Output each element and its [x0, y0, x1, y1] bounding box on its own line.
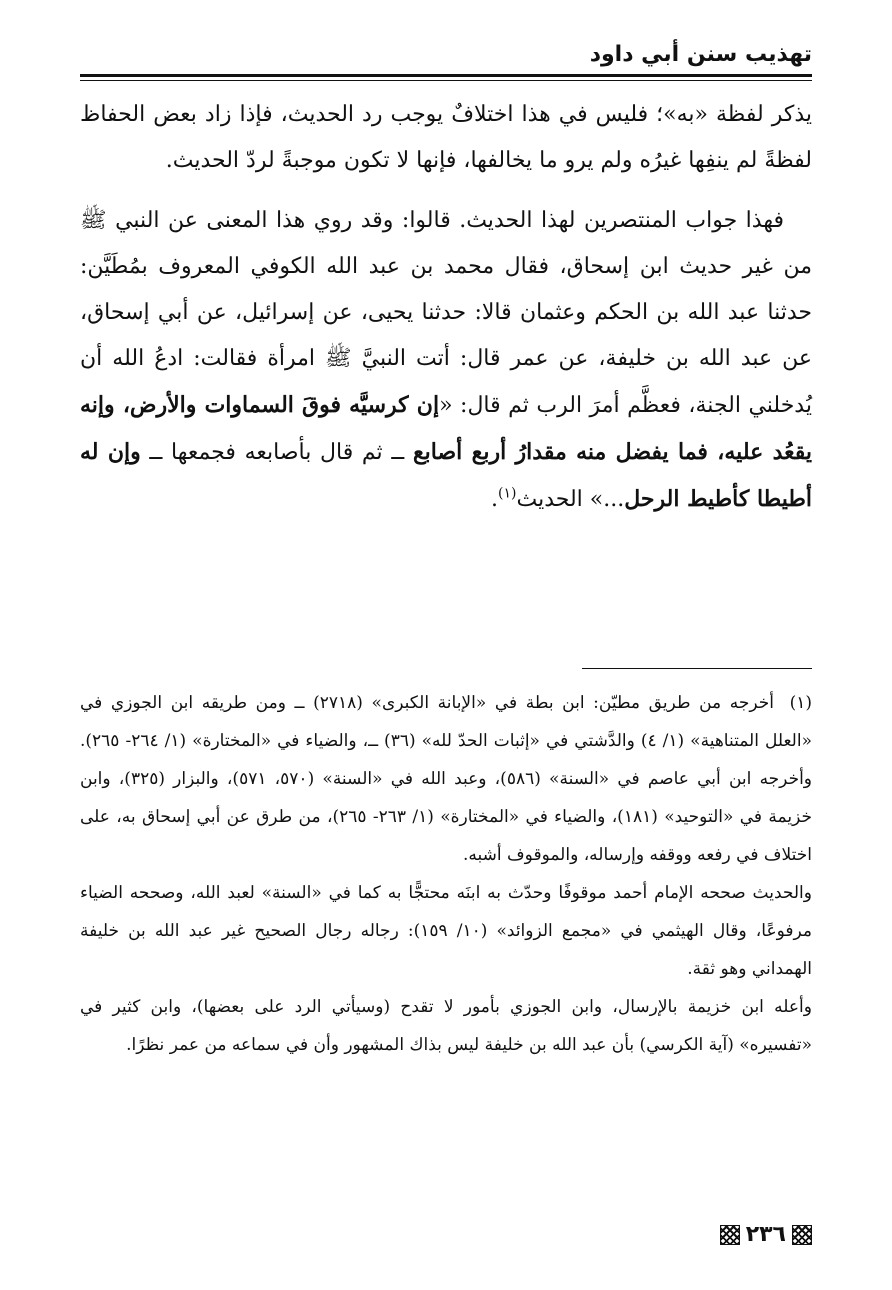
paragraph-1: يذكر لفظة «به»؛ فليس في هذا اختلافٌ يوجب رد الحديث، فإذا زاد بعض الحفاظ لفظةً لم ينفِها غيرُه ولم يرو ما يخالفها، فإنها لا تكون موجبةً لردّ الحديث.: [80, 102, 812, 173]
page-footer: [720, 1218, 812, 1252]
footnote-1: [80, 684, 812, 874]
footnotes: [80, 684, 812, 1064]
main-text: [80, 92, 812, 537]
footnote-1-text: أخرجه من طريق مطيّن: ابن بطة في «الإبانة الكبرى» (٢٧١٨) ــ ومن طريقه ابن الجوزي في «العلل المتناهية» (١/ ٤) والدَّشتي في «إثبات الحدّ لله» (٣٦) ــ، والضياء في «المختارة» (١/ ٢٦٤- ٢٦٥). وأخرجه ابن أبي عاصم في «السنة» (٥٨٦)، وعبد الله في «السنة» (٥٧٠، ٥٧١)، والبزار (٣٢٥)، وابن خزيمة في «التوحيد» (١٨١)، والضياء في «المختارة» (١/ ٢٦٣- ٢٦٥)، من طرق عن أبي إسحاق به، على اختلاف في رفعه ووقفه وإرساله، والموقوف أشبه.: [80, 693, 813, 865]
footnote-paragraph-3: وأعله ابن خزيمة بالإرسال، وابن الجوزي بأمور لا تقدح (وسيأتي الرد على بعضها)، وابن كثير في «تفسيره» (آية الكرسي) بأن عبد الله بن خليفة ليس بذاك المشهور وأن في سماعه من عمر نظرًا.: [80, 997, 812, 1055]
footnote-paragraph-2: والحديث صححه الإمام أحمد موقوفًا وحدّث به ابنَه محتجًّا به كما في «السنة» لعبد الله، وصححه الضياء مرفوعًا، وقال الهيثمي في «مجمع الزوائد» (١٠/ ١٥٩): رجاله رجال الصحيح غير عبد الله بن خليفة الهمداني وهو ثقة.: [80, 883, 813, 979]
footnote-number: (١): [789, 693, 812, 713]
footnote-separator: [582, 668, 812, 669]
header-rule-thick: [80, 74, 812, 77]
paragraph-2-intro: فهذا جواب المنتصرين لهذا الحديث. قالوا: وقد روي هذا المعنى عن النبي ﷺ من غير حديث ابن إسحاق، فقال محمد بن عبد الله الكوفي المعروف بمُطَيَّن: حدثنا عبد الله بن الحكم وعثمان قالا: حدثنا يحيى، عن إسرائيل، عن أبي إسحاق، عن عبد الله بن خليفة، عن عمر قال: أتت النبيَّ ﷺ امرأة فقالت: ادعُ الله أن يُدخلني الجنة، فعظَّم أمرَ الرب ثم قال: «: [80, 208, 813, 418]
paragraph-2: [80, 198, 812, 523]
book-title: تهذيب سنن أبي داود: [589, 42, 812, 67]
ornament-icon: [792, 1225, 812, 1245]
running-header: [80, 38, 812, 78]
paragraph-2-end: .: [491, 487, 499, 512]
header-rule-thin: [80, 80, 812, 81]
page-number: ٢٣٦: [745, 1222, 786, 1247]
hadith-quote-2: وإن له أطيطا كأطيط الرحل: [80, 439, 812, 512]
ornament-icon: [720, 1225, 740, 1245]
paragraph-2-tail: ...» الحديث: [516, 487, 625, 512]
footnote-ref-1[interactable]: (١): [498, 485, 517, 502]
narrator-aside: ــ ثم قال بأصابعه فجمعها ــ: [140, 440, 413, 465]
hadith-quote-1: إن كرسيَّه فوقَ السماوات والأرض، وإنه يقعُد عليه، فما يفضل منه مقدارُ أربع أصابع: [80, 392, 812, 465]
